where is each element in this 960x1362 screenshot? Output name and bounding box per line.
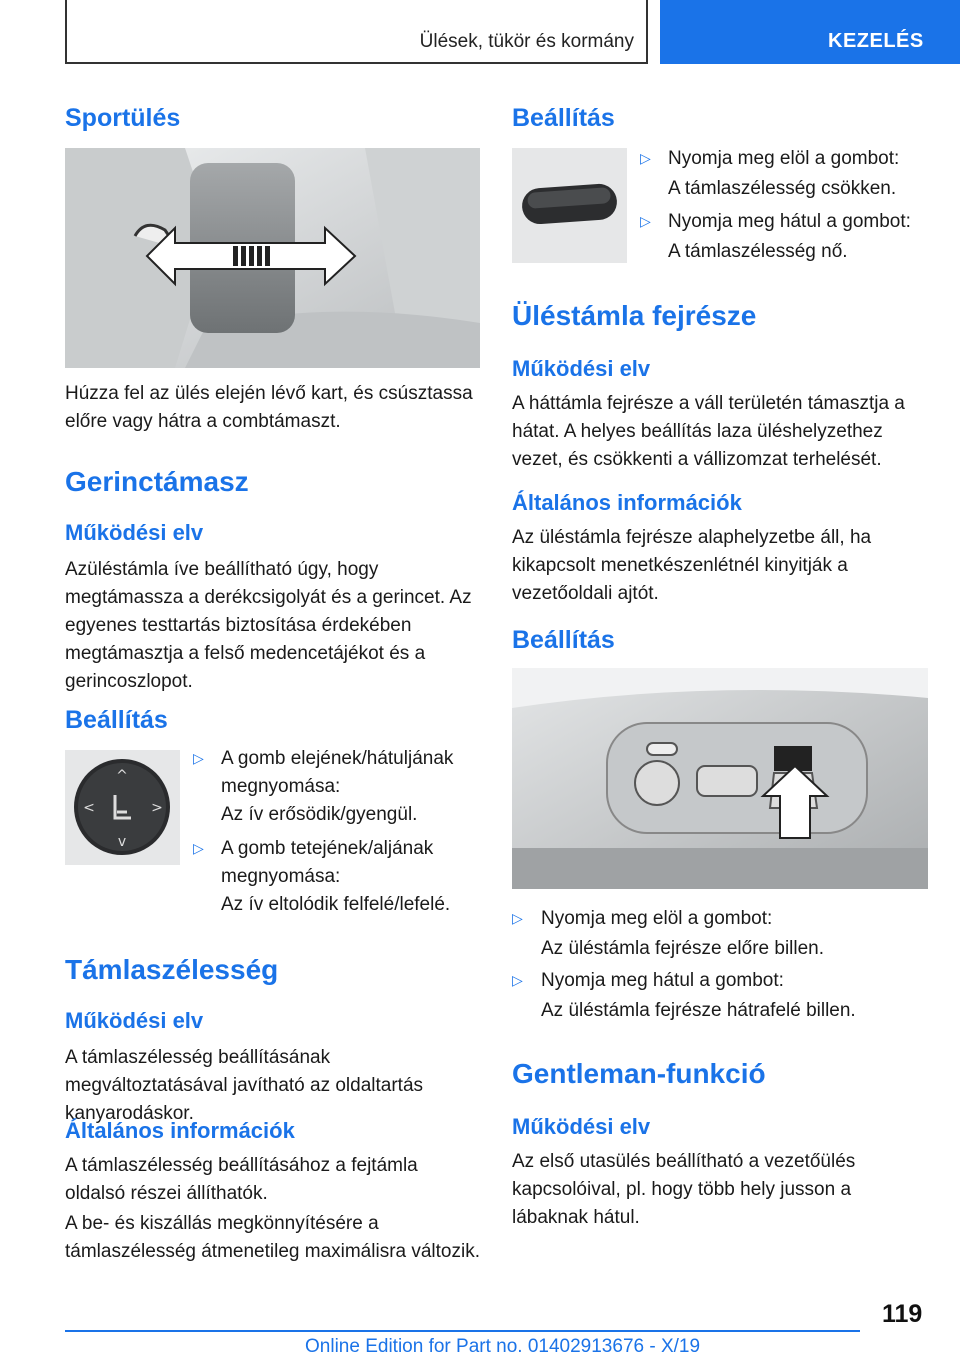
head-principle-heading: Működési elv: [512, 356, 651, 381]
sport-seat-caption: Húzza fel az ülés elején lévő kart, és csúsztassa előre vagy hátra a combtámaszt.: [65, 383, 473, 432]
sport-seat-heading: Sportülés: [65, 104, 181, 132]
head-item-2-result: Az üléstámla fejrésze hátrafelé billen.: [541, 1000, 856, 1021]
header-section-tab: [660, 0, 960, 64]
head-principle-text: A háttámla fejrésze a váll területén támasztja a hátat. A helyes beállítás laza üléshelyzethez vezet, és csökkenti a vállizomzat terhelését.: [512, 393, 905, 470]
bullet-icon: ▷: [640, 213, 651, 229]
head-item-1-result: Az üléstámla fejrésze előre billen.: [541, 938, 825, 959]
width-principle-heading: Működési elv: [65, 1008, 204, 1033]
width-button-image: [512, 148, 627, 263]
seat-controls-image: [512, 668, 928, 889]
lumbar-adjust-heading: Beállítás: [65, 706, 168, 734]
lumbar-item-1-result: Az ív erősödik/gyengül.: [221, 804, 418, 825]
gentleman-principle-heading: Működési elv: [512, 1114, 651, 1139]
width-general-heading: Általános információk: [65, 1118, 295, 1143]
head-item-2-label: Nyomja meg hátul a gombot:: [541, 970, 784, 991]
lumbar-button-image: [65, 750, 180, 865]
gentleman-heading: Gentleman-funkció: [512, 1058, 766, 1089]
lumbar-item-2-label: A gomb tetejének/aljának megnyomása:: [221, 838, 434, 887]
sport-seat-image: [65, 148, 480, 368]
backrest-width-heading: Támlaszélesség: [65, 954, 279, 985]
head-adjust-heading: Beállítás: [512, 626, 615, 654]
lumbar-item-2-result: Az ív eltolódik felfelé/lefelé.: [221, 894, 451, 915]
bullet-icon: ▷: [193, 840, 204, 856]
width-item-2-label: Nyomja meg hátul a gombot:: [668, 211, 911, 232]
lumbar-support-heading: Gerinctámasz: [65, 466, 249, 497]
head-general-text: Az üléstámla fejrésze alaphelyzetbe áll, ha kikapcsolt menetkészenlétnél kinyitják a vezetőoldali ajtót.: [512, 527, 872, 604]
header-chapter: Ülések, tükör és kormány: [419, 31, 634, 52]
width-adjust-heading: Beállítás: [512, 104, 615, 132]
width-general-text-1: A támlaszélesség beállításához a fejtámla oldalsó részei állíthatók.: [65, 1155, 418, 1204]
bullet-icon: ▷: [512, 910, 523, 926]
footer-divider: [65, 1330, 860, 1332]
width-item-1-result: A támlaszélesség csökken.: [668, 178, 897, 199]
page-number: 119: [882, 1300, 923, 1328]
head-section-heading: Üléstámla fejrésze: [512, 300, 757, 331]
footer-edition: Online Edition for Part no. 01402913676 - X/19: [305, 1336, 701, 1357]
svg-text:<: <: [83, 800, 95, 816]
lumbar-principle-text: Azüléstámla íve beállítható úgy, hogy megtámassza a derékcsigolyát és a gerincet. Az egyenes testtartás biztosítása érdekében megtámasztja a felső medencetájékot és a gerincoszlopot.: [65, 559, 472, 692]
header-chapter-box: [65, 0, 648, 64]
width-item-1-label: Nyomja meg elöl a gombot:: [668, 148, 900, 169]
svg-text:v: v: [117, 834, 127, 850]
bullet-icon: ▷: [512, 972, 523, 988]
header-section: KEZELÉS: [828, 30, 924, 52]
lumbar-principle-heading: Működési elv: [65, 520, 204, 545]
svg-text:>: >: [151, 800, 163, 816]
head-item-1-label: Nyomja meg elöl a gombot:: [541, 908, 773, 929]
gentleman-principle-text: Az első utasülés beállítható a vezetőülés kapcsolóival, pl. hogy több hely jusson a lábaknak hátul.: [512, 1151, 856, 1228]
svg-text:^: ^: [116, 768, 128, 784]
bullet-icon: ▷: [640, 150, 651, 166]
width-item-2-result: A támlaszélesség nő.: [668, 241, 848, 262]
width-general-text-2: A be- és kiszállás megkönnyítésére a támlaszélesség átmenetileg maximálisra változik.: [65, 1213, 480, 1262]
head-general-heading: Általános információk: [512, 490, 742, 515]
bullet-icon: ▷: [193, 750, 204, 766]
lumbar-item-1-label: A gomb elejének/hátuljának megnyomása:: [221, 748, 454, 797]
width-principle-text: A támlaszélesség beállításának megváltoztatásával javítható az oldaltartás kanyarodáskor.: [65, 1047, 424, 1124]
